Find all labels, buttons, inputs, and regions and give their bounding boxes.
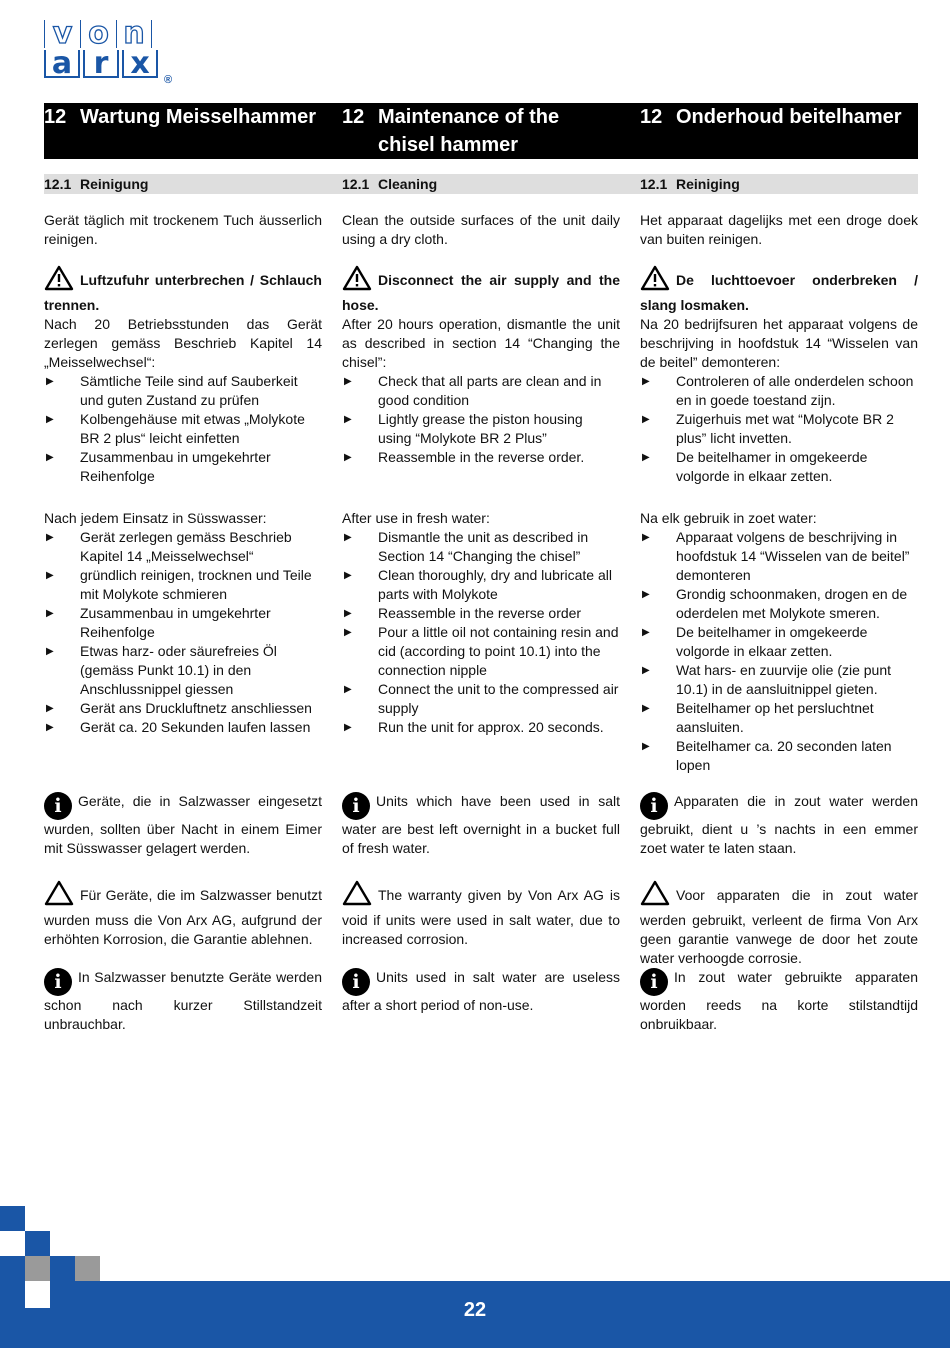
list-item <box>640 737 918 775</box>
list-item-text: Beitelhamer ca. 20 seconden laten lopen <box>676 738 892 773</box>
arrow-bullet-icon: ▶ <box>642 703 650 714</box>
logo-letter: x <box>122 50 158 78</box>
list-item <box>640 623 918 661</box>
arrow-bullet-icon: ▶ <box>642 532 650 543</box>
arrow-bullet-icon: ▶ <box>344 684 352 695</box>
section-title: Maintenance of the chisel hammer <box>378 106 560 156</box>
list-item <box>44 604 322 642</box>
list-item-text: Connect the unit to the compressed air supply <box>378 681 619 716</box>
list-item <box>342 528 620 566</box>
list-item <box>342 680 620 718</box>
subsection-number: 12.1 <box>44 176 72 192</box>
note-text: Geräte, die in Salzwasser eingesetzt wurden, sollten über Nacht in einem Eimer mit Süsswasser gelagert werden. <box>44 793 322 856</box>
fresh-water-heading: After use in fresh water: <box>342 510 490 526</box>
fresh-water-steps <box>44 528 322 737</box>
note-salt-overnight <box>342 792 620 858</box>
note-text: Apparaten die in zout water werden gebruikt, dient u ’s nachts in een emmer zoet water te laten staan. <box>640 793 918 856</box>
decor-square <box>0 1206 25 1231</box>
fresh-water-block <box>342 509 620 737</box>
list-item-text: Sämtliche Teile sind auf Sauberkeit und guten Zustand zu prüfen <box>80 373 298 408</box>
arrow-bullet-icon: ▶ <box>344 452 352 463</box>
fresh-water-block <box>44 509 322 737</box>
list-item <box>44 699 322 718</box>
list-item <box>640 528 918 585</box>
note-warranty <box>640 880 918 968</box>
after-hours-steps <box>342 372 620 467</box>
arrow-bullet-icon: ▶ <box>642 452 650 463</box>
intro-text: Het apparaat dagelijks met een droge doek van buiten reinigen. <box>640 212 918 247</box>
arrow-bullet-icon: ▶ <box>46 414 54 425</box>
intro-text-block <box>44 211 322 249</box>
list-item <box>342 448 620 467</box>
list-item-text: Zuigerhuis met wat “Molycote BR 2 plus” licht invetten. <box>676 411 894 446</box>
arrow-bullet-icon: ▶ <box>46 376 54 387</box>
list-item-text: Reassemble in the reverse order <box>378 605 582 621</box>
list-item-text: Apparaat volgens de beschrijving in hoofdstuk 14 “Wisselen van de beitel” demonteren <box>676 529 910 583</box>
warning-title: Luftzufuhr unterbrechen / Schlauch trennen. <box>44 272 322 313</box>
subsection-number: 12.1 <box>640 176 668 192</box>
list-item <box>640 410 918 448</box>
logo-letter: o <box>80 20 116 48</box>
list-item <box>44 566 322 604</box>
note-text: In Salzwasser benutzte Geräte werden schon nach kurzer Stillstandzeit unbrauchbar. <box>44 969 322 1032</box>
arrow-bullet-icon: ▶ <box>46 452 54 463</box>
fresh-water-heading: Nach jedem Einsatz in Süsswasser: <box>44 510 267 526</box>
warning-block <box>640 265 918 486</box>
list-item-text: Zusammenbau in umgekehrter Reihenfolge <box>80 605 271 640</box>
arrow-bullet-icon: ▶ <box>344 414 352 425</box>
note-text: Voor apparaten die in zout water werden gebruikt, verleent de firma Von Arx geen garantie vanwege de door het zoute water verhoogde corrosie. <box>640 887 918 966</box>
note-text: Units which have been used in salt water are best left overnight in a bucket full of fresh water. <box>342 793 620 856</box>
arrow-bullet-icon: ▶ <box>46 532 54 543</box>
info-icon: i <box>640 792 668 820</box>
list-item-text: Gerät ca. 20 Sekunden laufen lassen <box>80 719 311 735</box>
list-item-text: Lightly grease the piston housing using “Molykote BR 2 Plus” <box>378 411 583 446</box>
logo-letter: v <box>44 20 80 48</box>
list-item <box>44 642 322 699</box>
section-number: 12 <box>342 106 365 128</box>
note-useless <box>640 968 918 1034</box>
warning-triangle-icon <box>44 880 74 911</box>
after-hours-steps <box>44 372 322 486</box>
decor-square <box>50 1256 75 1281</box>
note-text: In zout water gebruikte apparaten worden reeds na korte stilstandtijd onbruikbaar. <box>640 969 918 1032</box>
note-text: Units used in salt water are useless after a short period of non-use. <box>342 969 620 1013</box>
decor-square <box>75 1256 100 1281</box>
after-hours-text: Na 20 bedrijfsuren het apparaat volgens de beschrijving in hoofdstuk 14 “Wisselen van de beitel” demonteren: <box>640 316 918 370</box>
list-item <box>342 566 620 604</box>
list-item-text: Check that all parts are clean and in good condition <box>378 373 602 408</box>
list-item-text: Etwas harz- oder säurefreies Öl (gemäss Punkt 10.1) in den Anschlussnippel giessen <box>80 643 277 697</box>
arrow-bullet-icon: ▶ <box>642 741 650 752</box>
note-warranty <box>342 880 620 949</box>
fresh-water-steps <box>640 528 918 775</box>
list-item <box>44 372 322 410</box>
page-number: 22 <box>463 1299 487 1321</box>
list-item-text: Clean thoroughly, dry and lubricate all parts with Molykote <box>378 567 612 602</box>
warning-title: Disconnect the air supply and the hose. <box>342 272 620 313</box>
arrow-bullet-icon: ▶ <box>46 570 54 581</box>
warning-triangle-icon <box>342 880 372 911</box>
subsection-header-bar <box>44 174 918 194</box>
arrow-bullet-icon: ▶ <box>642 376 650 387</box>
list-item <box>342 410 620 448</box>
warning-title: De luchttoevoer onderbreken / slang losmaken. <box>640 272 918 313</box>
list-item <box>640 661 918 699</box>
decor-square <box>0 1256 25 1281</box>
note-salt-overnight <box>44 792 322 858</box>
intro-text-block <box>342 211 620 249</box>
registered-mark: ® <box>164 74 173 86</box>
list-item-text: Grondig schoonmaken, drogen en de oderdelen met Molykote smeren. <box>676 586 908 621</box>
warning-block <box>44 265 322 486</box>
warning-triangle-icon <box>640 265 670 296</box>
von-arx-logo <box>44 16 179 88</box>
list-item <box>342 604 620 623</box>
warning-triangle-icon <box>640 880 670 911</box>
list-item <box>640 448 918 486</box>
intro-text: Gerät täglich mit trockenem Tuch äusserlich reinigen. <box>44 212 322 247</box>
list-item-text: gründlich reinigen, trocknen und Teile mit Molykote schmieren <box>80 567 312 602</box>
after-hours-text: After 20 hours operation, dismantle the unit as described in section 14 “Changing the chisel”: <box>342 316 620 370</box>
arrow-bullet-icon: ▶ <box>46 722 54 733</box>
subsection-title: Reinigung <box>80 176 149 192</box>
note-text: Für Geräte, die im Salzwasser benutzt wurden muss die Von Arx AG, aufgrund der erhöhten Korrosion, die Garantie ablehnen. <box>44 887 322 947</box>
note-text: The warranty given by Von Arx AG is void if units were used in salt water, due to increased corrosion. <box>342 887 620 947</box>
arrow-bullet-icon: ▶ <box>46 646 54 657</box>
arrow-bullet-icon: ▶ <box>344 570 352 581</box>
list-item-text: De beitelhamer in omgekeerde volgorde in elkaar zetten. <box>676 449 868 484</box>
arrow-bullet-icon: ▶ <box>642 665 650 676</box>
list-item-text: Kolbengehäuse mit etwas „Molykote BR 2 plus“ leicht einfetten <box>80 411 305 446</box>
fresh-water-heading: Na elk gebruik in zoet water: <box>640 510 817 526</box>
intro-text-block <box>640 211 918 249</box>
note-warranty <box>44 880 322 949</box>
list-item <box>342 623 620 680</box>
logo-letter: r <box>83 50 119 78</box>
list-item <box>640 585 918 623</box>
arrow-bullet-icon: ▶ <box>344 608 352 619</box>
list-item <box>44 528 322 566</box>
list-item-text: Dismantle the unit as described in Section 14 “Changing the chisel” <box>378 529 589 564</box>
decor-square <box>25 1256 50 1281</box>
note-useless <box>44 968 322 1034</box>
list-item-text: Beitelhamer op het persluchtnet aansluiten. <box>676 700 874 735</box>
subsection-title: Reiniging <box>676 176 740 192</box>
list-item-text: Reassemble in the reverse order. <box>378 449 585 465</box>
section-number: 12 <box>44 106 67 128</box>
list-item-text: Run the unit for approx. 20 seconds. <box>378 719 604 735</box>
list-item <box>640 699 918 737</box>
info-icon: i <box>342 968 370 996</box>
subsection-title: Cleaning <box>378 176 438 192</box>
info-icon: i <box>44 792 72 820</box>
arrow-bullet-icon: ▶ <box>344 722 352 733</box>
list-item <box>44 448 322 486</box>
arrow-bullet-icon: ▶ <box>642 589 650 600</box>
decor-square <box>25 1231 50 1256</box>
warning-triangle-icon <box>44 265 74 296</box>
info-icon: i <box>44 968 72 996</box>
after-hours-text: Nach 20 Betriebsstunden das Gerät zerlegen gemäss Beschrieb Kapitel 14 „Meisselwechsel“: <box>44 316 322 370</box>
arrow-bullet-icon: ▶ <box>46 703 54 714</box>
list-item-text: De beitelhamer in omgekeerde volgorde in elkaar zetten. <box>676 624 868 659</box>
list-item-text: Gerät ans Druckluftnetz anschliessen <box>80 700 312 716</box>
intro-text: Clean the outside surfaces of the unit daily using a dry cloth. <box>342 212 620 247</box>
info-icon: i <box>342 792 370 820</box>
list-item <box>342 372 620 410</box>
arrow-bullet-icon: ▶ <box>344 532 352 543</box>
arrow-bullet-icon: ▶ <box>642 627 650 638</box>
warning-triangle-icon <box>342 265 372 296</box>
fresh-water-block <box>640 509 918 775</box>
logo-letter: a <box>44 50 80 78</box>
arrow-bullet-icon: ▶ <box>344 627 352 638</box>
list-item <box>44 410 322 448</box>
list-item-text: Wat hars- en zuurvije olie (zie punt 10.1) in de aansluitnippel gieten. <box>676 662 892 697</box>
list-item-text: Gerät zerlegen gemäss Beschrieb Kapitel 14 „Meisselwechsel“ <box>80 529 292 564</box>
list-item <box>640 372 918 410</box>
section-number: 12 <box>640 106 663 128</box>
section-title: Onderhoud beitelhamer <box>676 106 902 128</box>
logo-letter: n <box>116 20 152 48</box>
list-item-text: Pour a little oil not containing resin and cid (according to point 10.1) into the connection nipple <box>378 624 619 678</box>
fresh-water-steps <box>342 528 620 737</box>
arrow-bullet-icon: ▶ <box>642 414 650 425</box>
info-icon: i <box>640 968 668 996</box>
list-item <box>342 718 620 737</box>
list-item-text: Zusammenbau in umgekehrter Reihenfolge <box>80 449 271 484</box>
list-item-text: Controleren of alle onderdelen schoon en in goede toestand zijn. <box>676 373 914 408</box>
arrow-bullet-icon: ▶ <box>344 376 352 387</box>
subsection-number: 12.1 <box>342 176 370 192</box>
warning-block <box>342 265 620 467</box>
arrow-bullet-icon: ▶ <box>46 608 54 619</box>
note-salt-overnight <box>640 792 918 858</box>
section-title: Wartung Meisselhammer <box>80 106 316 128</box>
note-useless <box>342 968 620 1015</box>
list-item <box>44 718 322 737</box>
after-hours-steps <box>640 372 918 486</box>
